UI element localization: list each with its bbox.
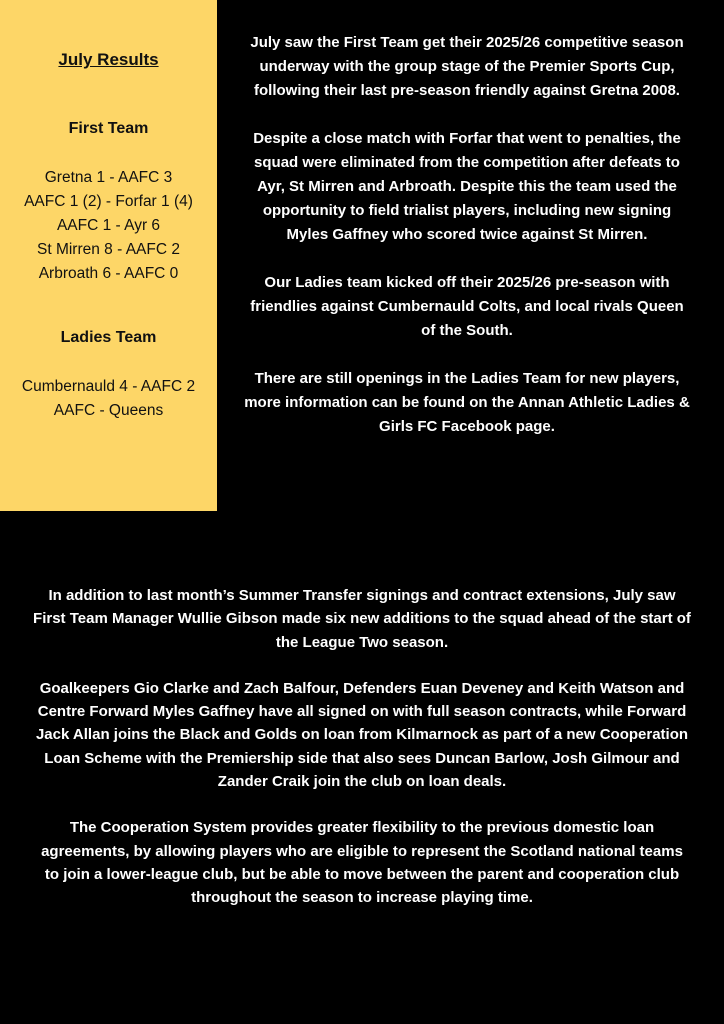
ladies-team-results <box>0 375 217 423</box>
result-item: Arbroath 6 - AAFC 0 <box>38 265 179 282</box>
summary-paragraph: There are still openings in the Ladies Team for new players, more information can be found on the Annan Athletic Ladies & Girls FC Facebook page. <box>244 370 690 435</box>
result-item: St Mirren 8 - AAFC 2 <box>37 241 180 258</box>
result-item: Cumbernauld 4 - AAFC 2 <box>21 378 196 395</box>
season-summary <box>243 31 691 439</box>
results-panel <box>0 0 217 511</box>
result-item: Gretna 1 - AAFC 3 <box>44 169 173 186</box>
transfer-paragraph: The Cooperation System provides greater flexibility to the previous domestic loan agreements, by allowing players who are eligible to represent the Scotland national teams to join a lower-league club, but be able to move between the parent and cooperation club throughout the season to increase playing time. <box>41 819 683 907</box>
transfer-paragraph: In addition to last month’s Summer Transfer signings and contract extensions, July saw First Team Manager Wullie Gibson made six new additions to the squad ahead of the start of the League Two season. <box>33 587 691 651</box>
results-heading: July Results <box>58 50 159 69</box>
ladies-team-heading: Ladies Team <box>60 329 157 346</box>
summary-paragraph: Despite a close match with Forfar that went to penalties, the squad were eliminated from the competition after defeats to Ayr, St Mirren and Arbroath. Despite this the team used the opportunity to field trialist players, including new signing Myles Gaffney who scored twice against St Mirren. <box>253 130 681 243</box>
transfer-news <box>32 584 692 910</box>
result-item: AAFC 1 - Ayr 6 <box>56 217 161 234</box>
result-item: AAFC - Queens <box>53 402 164 419</box>
first-team-results <box>0 166 217 286</box>
summary-paragraph: Our Ladies team kicked off their 2025/26 pre-season with friendlies against Cumbernauld Colts, and local rivals Queen of the South. <box>250 274 684 339</box>
summary-paragraph: July saw the First Team get their 2025/26 competitive season underway with the group stage of the Premier Sports Cup, following their last pre-season friendly against Gretna 2008. <box>250 34 684 99</box>
result-item: AAFC 1 (2) - Forfar 1 (4) <box>24 193 193 210</box>
transfer-paragraph: Goalkeepers Gio Clarke and Zach Balfour, Defenders Euan Deveney and Keith Watson and Centre Forward Myles Gaffney have all signed on with full season contracts, while Forward Jack Allan joins the Black and Golds on loan from Kilmarnock as part of a new Cooperation Loan Scheme with the Premiership side that also sees Duncan Barlow, Josh Gilmour and Zander Craik join the club on loan deals. <box>35 679 689 791</box>
first-team-heading: First Team <box>68 120 149 137</box>
